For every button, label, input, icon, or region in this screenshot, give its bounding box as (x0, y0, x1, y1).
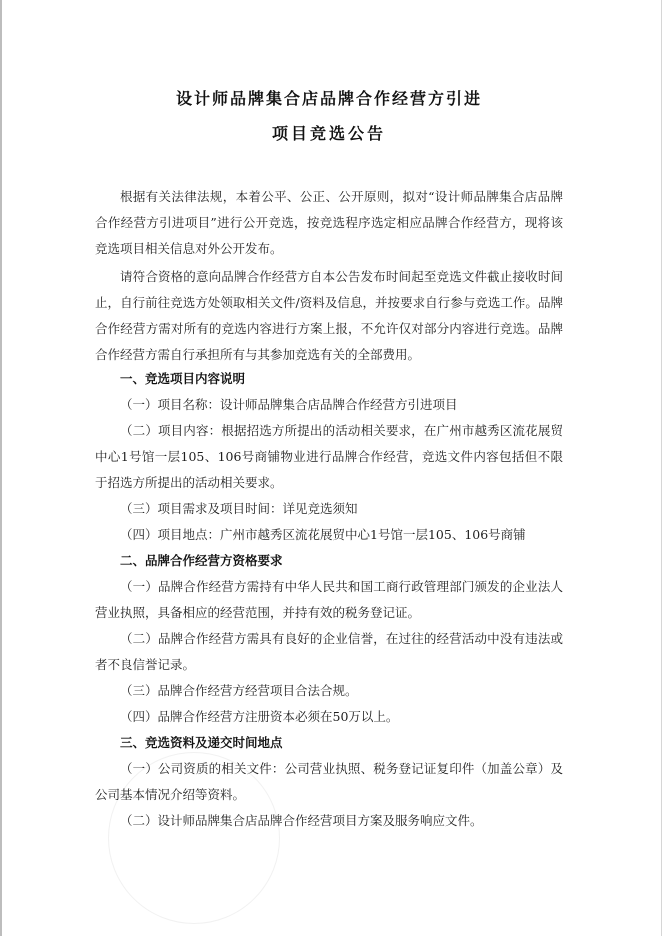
section1-item-2: （二）项目内容：根据招选方所提出的活动相关要求，在广州市越秀区流花展贸中心1号馆一层105、106号商铺物业进行品牌合作经营，竞选文件内容包括但不限于招选方所提出的活动相关要求。 (95, 423, 563, 490)
section2-item-3: （三）品牌合作经营方经营项目合法合规。 (120, 683, 358, 698)
section-heading-2: 二、品牌合作经营方资格要求 (120, 553, 283, 568)
section2-item-2: （二）品牌合作经营方需具有良好的企业信誉，在过往的经营活动中没有违法或者不良信誉记录。 (95, 631, 563, 672)
section2-item-1: （一）品牌合作经营方需持有中华人民共和国工商行政管理部门颁发的企业法人营业执照，具备相应的经营范围，并持有效的税务登记证。 (95, 579, 563, 620)
section1-item-4: （四）项目地点：广州市越秀区流花展贸中心1号馆一层105、106号商铺 (120, 527, 526, 542)
section3-item-2: （二）设计师品牌集合店品牌合作经营项目方案及服务响应文件。 (120, 813, 483, 828)
scan-left-edge (0, 0, 2, 936)
section1-item-1: （一）项目名称：设计师品牌集合店品牌合作经营方引进项目 (120, 397, 458, 412)
intro-paragraph-1: 根据有关法律法规，本着公平、公正、公开原则，拟对“设计师品牌集合店品牌合作经营方引进项目”进行公开竞选，按竞选程序选定相应品牌合作经营方，现将该竞选项目相关信息对外公开发布。 (95, 189, 563, 256)
document-title-line2: 项目竞选公告 (271, 124, 386, 143)
section3-item-1: （一）公司资质的相关文件：公司营业执照、税务登记证复印件（加盖公章）及公司基本情况介绍等资料。 (95, 761, 563, 802)
section-heading-1: 一、竞选项目内容说明 (120, 371, 246, 386)
document-title-line1: 设计师品牌集合店品牌合作经营方引进 (175, 89, 482, 108)
scan-right-edge (661, 0, 662, 936)
section-heading-3: 三、竞选资料及递交时间地点 (120, 735, 283, 750)
intro-paragraph-2: 请符合资格的意向品牌合作经营方自本公告发布时间起至竞选文件截止接收时间止，自行前往竞选方处领取相关文件/资料及信息，并按要求自行参与竞选工作。品牌合作经营方需对所有的竞选内容进行方案上报，不允许仅对部分内容进行竞选。品牌合作经营方需自行承担所有与其参加竞选有关的全部费用。 (95, 269, 563, 362)
section2-item-4: （四）品牌合作经营方注册资本必须在50万以上。 (120, 709, 399, 724)
section1-item-3: （三）项目需求及项目时间：详见竞选须知 (120, 501, 358, 516)
